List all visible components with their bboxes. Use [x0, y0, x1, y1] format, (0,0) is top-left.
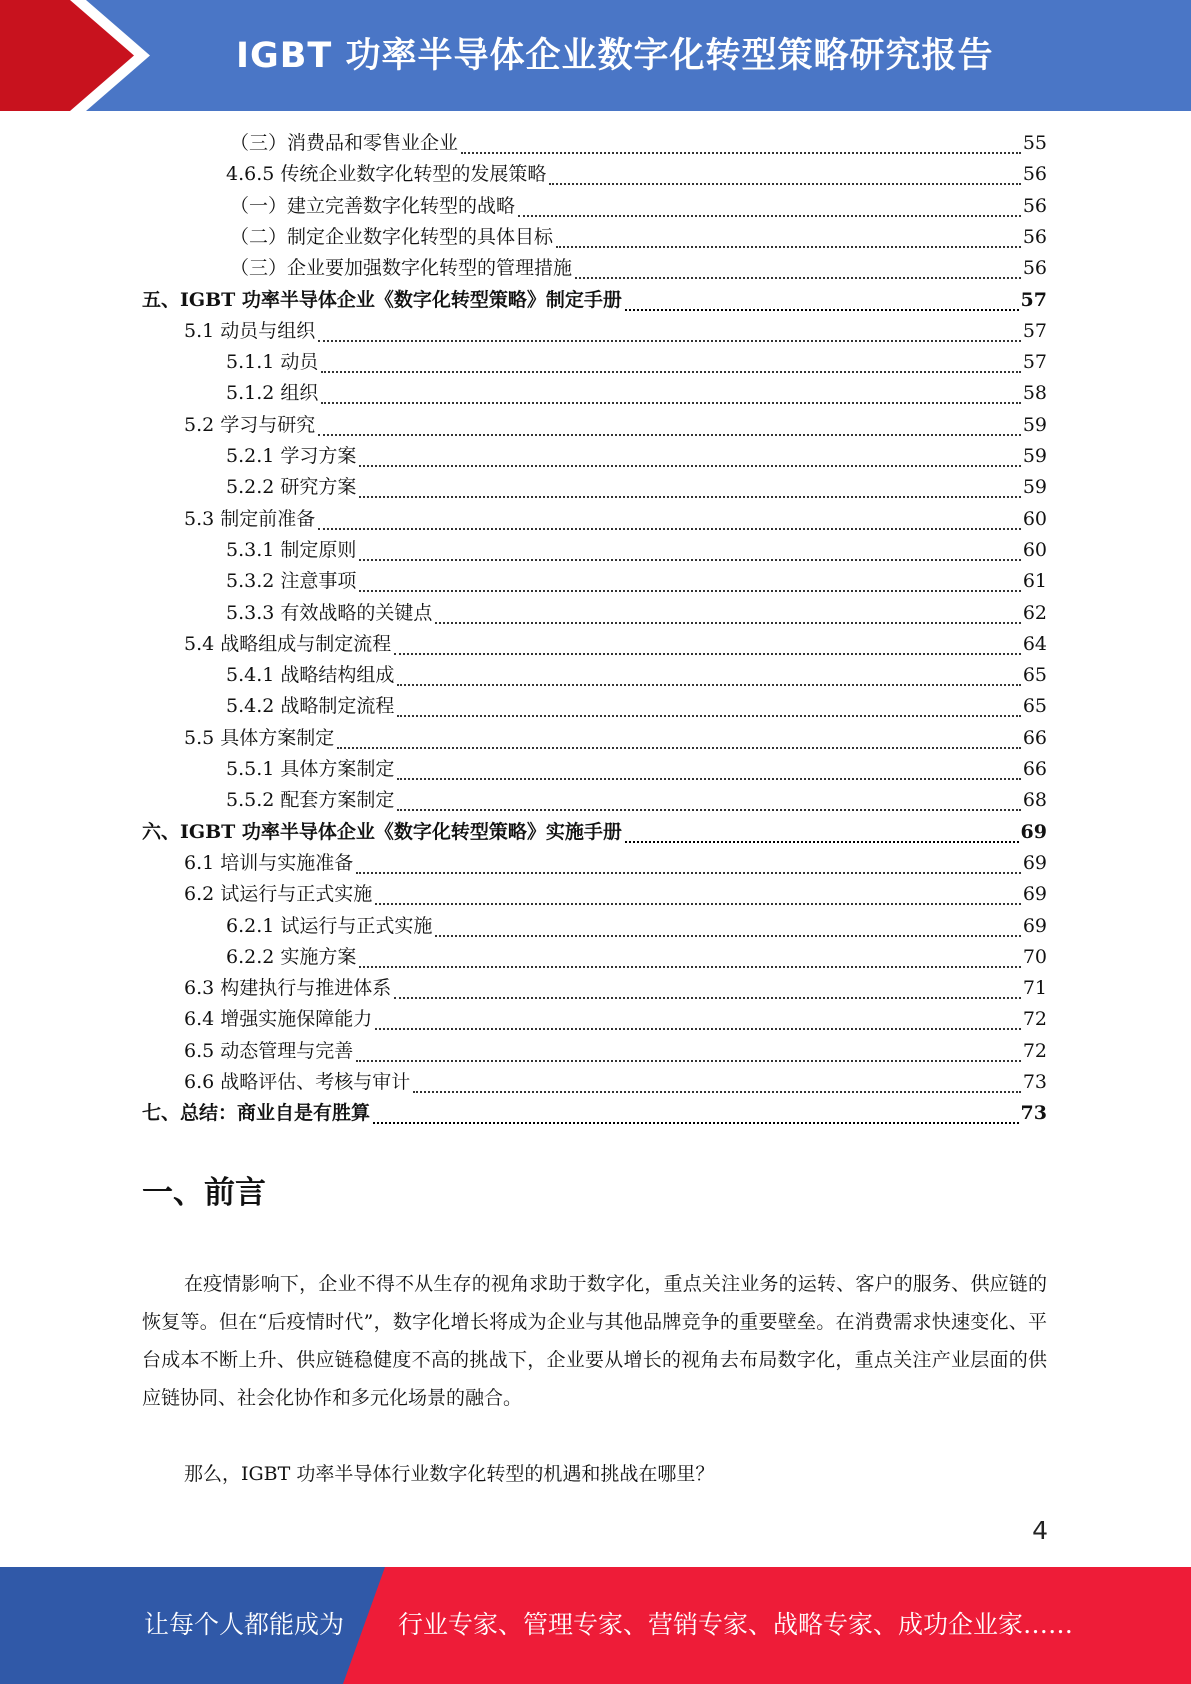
toc-entry-page: 62	[1022, 601, 1047, 624]
toc-entry[interactable]	[230, 253, 1047, 284]
toc-entry-page: 66	[1022, 726, 1047, 749]
toc-entry[interactable]	[184, 973, 1047, 1004]
toc-leader-dots	[394, 630, 1021, 655]
toc-leader-dots	[397, 786, 1020, 811]
toc-leader-dots	[625, 818, 1019, 843]
toc-entry-label: 五、IGBT 功率半导体企业《数字化转型策略》制定手册	[142, 288, 622, 311]
toc-entry-page: 72	[1022, 1008, 1047, 1031]
toc-leader-dots	[394, 974, 1021, 999]
toc-entry-label: 六、IGBT 功率半导体企业《数字化转型策略》实施手册	[142, 820, 622, 843]
intro-question: 那么，IGBT 功率半导体行业数字化转型的机遇和挑战在哪里？	[184, 1463, 715, 1485]
toc-entry[interactable]	[226, 598, 1047, 629]
toc-entry[interactable]	[184, 1004, 1047, 1035]
toc-entry-label: 5.2 学习与研究	[184, 413, 316, 436]
toc-leader-dots	[356, 849, 1021, 874]
toc-entry-page: 60	[1022, 507, 1047, 530]
toc-entry-label: 5.1.2 组织	[226, 382, 319, 405]
toc-entry-label: 6.1 培训与实施准备	[184, 851, 354, 874]
toc-entry-page: 69	[1020, 820, 1047, 843]
toc-leader-dots	[318, 411, 1021, 436]
toc-entry-label: 5.2.1 学习方案	[226, 445, 357, 467]
toc-entry-label: 6.2 试运行与正式实施	[184, 883, 373, 906]
toc-entry-label: 6.2.2 实施方案	[226, 945, 357, 968]
toc-entry-label: 5.3.2 注意事项	[226, 570, 357, 593]
intro-paragraph: 在疫情影响下，企业不得不从生存的视角求助于数字化，重点关注业务的运转、客户的服务、供应链的恢复等。但在“后疫情时代”，数字化增长将成为企业与其他品牌竞争的重要壁垒。在消费需求快速变化、平台成本不断上升、供应链稳健度不高的挑战下，企业要从增长的视角去布局数字化，重点关注产业层面的供应链协同、社会化协作和多元化场景的融合。	[142, 1273, 1047, 1409]
toc-leader-dots	[397, 661, 1020, 686]
toc-entry[interactable]	[184, 723, 1047, 754]
toc-entry-page: 56	[1022, 194, 1047, 217]
toc-entry-label: （三）消费品和零售业企业	[230, 132, 459, 154]
toc-entry[interactable]	[226, 441, 1047, 472]
toc-entry[interactable]	[184, 504, 1047, 535]
toc-entry-page: 59	[1022, 445, 1047, 467]
toc-entry[interactable]	[230, 191, 1047, 222]
toc-entry[interactable]	[226, 159, 1047, 190]
toc-entry-label: 5.5 具体方案制定	[184, 726, 335, 749]
toc-leader-dots	[435, 599, 1020, 624]
toc-entry[interactable]	[184, 1036, 1047, 1067]
toc-entry-page: 55	[1022, 132, 1047, 154]
toc-entry-label: 4.6.5 传统企业数字化转型的发展策略	[226, 163, 547, 186]
toc-entry-label: 6.5 动态管理与完善	[184, 1039, 354, 1062]
toc-leader-dots	[359, 943, 1020, 968]
toc-entry[interactable]	[184, 1067, 1047, 1098]
toc-leader-dots	[397, 692, 1020, 717]
toc-entry-page: 72	[1022, 1039, 1047, 1062]
toc-entry-label: 6.3 构建执行与推进体系	[184, 977, 392, 1000]
toc-entry-page: 65	[1022, 664, 1047, 687]
toc-leader-dots	[318, 505, 1021, 530]
toc-entry-label: （三）企业要加强数字化转型的管理措施	[230, 257, 573, 280]
header-title: IGBT 功率半导体企业数字化转型策略研究报告	[236, 36, 994, 76]
page-footer	[0, 1567, 1191, 1684]
toc-entry-page: 61	[1022, 570, 1047, 593]
toc-entry-page: 57	[1022, 351, 1047, 374]
toc-entry[interactable]	[226, 785, 1047, 816]
page-header	[0, 0, 1191, 111]
toc-entry[interactable]	[184, 316, 1047, 347]
toc-entry-label: 5.2.2 研究方案	[226, 476, 357, 499]
toc-entry-page: 73	[1022, 1071, 1047, 1093]
toc-leader-dots	[375, 880, 1021, 905]
toc-entry-page: 68	[1022, 789, 1047, 812]
toc-entry[interactable]	[226, 472, 1047, 503]
toc-entry-label: 5.3 制定前准备	[184, 507, 316, 530]
header-arrow-decoration	[0, 0, 160, 111]
toc-entry[interactable]	[142, 817, 1047, 848]
toc-entry-page: 69	[1022, 914, 1047, 937]
toc-leader-dots	[359, 536, 1020, 561]
toc-entry[interactable]	[226, 535, 1047, 566]
toc-leader-dots	[575, 254, 1021, 279]
toc-entry-label: 5.4 战略组成与制定流程	[184, 632, 392, 655]
toc-leader-dots	[373, 1099, 1019, 1124]
toc-entry-page: 57	[1022, 319, 1047, 342]
toc-leader-dots	[375, 1005, 1021, 1030]
toc-entry[interactable]	[142, 285, 1047, 316]
footer-slogan-right: 行业专家、管理专家、营销专家、战略专家、成功企业家……	[398, 1610, 1074, 1639]
toc-entry-label: 5.5.2 配套方案制定	[226, 789, 395, 812]
toc-entry[interactable]	[230, 128, 1047, 159]
toc-entry-page: 56	[1022, 257, 1047, 280]
toc-leader-dots	[359, 442, 1020, 467]
toc-leader-dots	[556, 223, 1021, 248]
toc-leader-dots	[549, 160, 1020, 185]
toc-entry[interactable]	[184, 410, 1047, 441]
toc-entry[interactable]	[226, 691, 1047, 722]
toc-leader-dots	[337, 724, 1021, 749]
toc-leader-dots	[318, 317, 1021, 342]
toc-entry-label: 5.4.2 战略制定流程	[226, 695, 395, 718]
toc-entry[interactable]	[184, 848, 1047, 879]
toc-entry-label: 6.2.1 试运行与正式实施	[226, 914, 433, 937]
toc-entry-page: 70	[1022, 945, 1047, 968]
toc-entry-label: （一）建立完善数字化转型的战略	[230, 194, 516, 217]
toc-entry[interactable]	[184, 879, 1047, 910]
toc-entry[interactable]	[226, 566, 1047, 597]
toc-entry-label: 5.3.1 制定原则	[226, 538, 357, 561]
toc-entry-page: 59	[1022, 476, 1047, 499]
toc-entry[interactable]	[226, 942, 1047, 973]
toc-entry-page: 60	[1022, 538, 1047, 561]
toc-entry-page: 66	[1022, 758, 1047, 780]
page-number: 4	[1032, 1516, 1048, 1545]
toc-leader-dots	[321, 348, 1020, 373]
toc-leader-dots	[321, 379, 1020, 404]
toc-leader-dots	[356, 1037, 1021, 1062]
toc-entry-label: 5.1.1 动员	[226, 351, 319, 374]
toc-entry-page: 56	[1022, 225, 1047, 248]
toc-leader-dots	[359, 567, 1020, 592]
toc-entry-page: 69	[1022, 851, 1047, 874]
toc-entry-page: 57	[1020, 288, 1047, 311]
toc-entry-page: 69	[1022, 883, 1047, 906]
toc-entry[interactable]	[226, 378, 1047, 409]
toc-leader-dots	[413, 1068, 1021, 1093]
toc-entry[interactable]	[226, 347, 1047, 378]
toc-entry-page: 65	[1022, 695, 1047, 718]
toc-leader-dots	[461, 129, 1021, 154]
toc-entry-label: （二）制定企业数字化转型的具体目标	[230, 225, 554, 248]
toc-entry-page: 56	[1022, 163, 1047, 186]
toc-leader-dots	[397, 755, 1020, 780]
toc-entry-label: 七、总结：商业自是有胜算	[142, 1102, 371, 1125]
toc-leader-dots	[625, 286, 1019, 311]
toc-entry-label: 5.1 动员与组织	[184, 319, 316, 342]
toc-leader-dots	[435, 912, 1020, 937]
section-title: 一、前言	[142, 1175, 266, 1211]
footer-slogan-left: 让每个人都能成为	[144, 1610, 345, 1639]
toc-entry-page: 73	[1020, 1102, 1047, 1125]
toc-entry[interactable]	[142, 1098, 1047, 1129]
toc-entry-label: 6.6 战略评估、考核与审计	[184, 1071, 411, 1093]
toc-leader-dots	[518, 192, 1021, 217]
toc-entry-label: 5.3.3 有效战略的关键点	[226, 601, 433, 624]
toc-entry[interactable]	[184, 629, 1047, 660]
toc-entry-label: 6.4 增强实施保障能力	[184, 1008, 373, 1031]
toc-entry-page: 58	[1022, 382, 1047, 405]
toc-entry-page: 71	[1022, 977, 1047, 1000]
toc-entry[interactable]	[226, 754, 1047, 785]
toc-entry-label: 5.5.1 具体方案制定	[226, 758, 395, 780]
toc-entry-label: 5.4.1 战略结构组成	[226, 664, 395, 687]
toc-entry[interactable]	[226, 911, 1047, 942]
toc-leader-dots	[359, 473, 1020, 498]
toc-entry[interactable]	[230, 222, 1047, 253]
toc-entry[interactable]	[226, 660, 1047, 691]
toc-entry-page: 64	[1022, 632, 1047, 655]
toc-entry-page: 59	[1022, 413, 1047, 436]
